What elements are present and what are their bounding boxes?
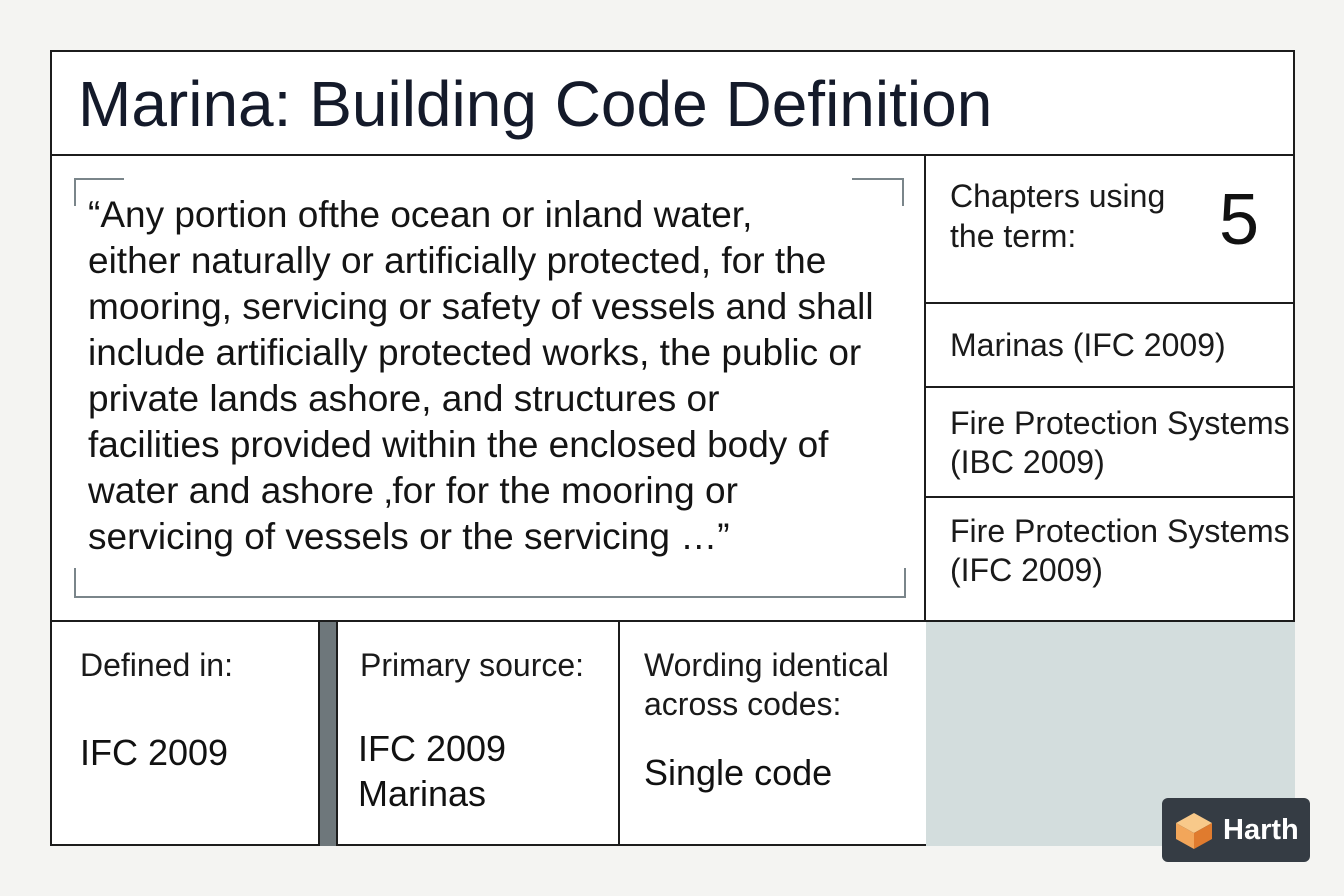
quote-line: facilities provided within the enclosed body of <box>88 424 829 465</box>
title-row <box>52 52 1295 156</box>
primary-source-value: IFC 2009 Marinas <box>358 728 507 814</box>
quote-line: “Any portion ofthe ocean or inland water, <box>88 194 753 235</box>
quote-line: servicing of vessels or the servicing …” <box>88 516 730 557</box>
quote-line: private lands ashore, and structures or <box>88 378 720 419</box>
wording-identical-value: Single code <box>644 752 833 793</box>
definition-quote-panel <box>52 156 926 622</box>
quote-bracket-bottom <box>74 568 906 598</box>
wording-identical-cell <box>620 622 926 846</box>
chapter-item-fire-protection-ifc: Fire Protection Systems (IFC 2009) <box>926 498 1295 622</box>
quote-line: either naturally or artificially protected, for the <box>88 240 827 281</box>
harth-watermark <box>1162 798 1310 862</box>
definition-quote <box>88 192 918 560</box>
defined-in-label: Defined in: <box>80 647 233 683</box>
defined-in-cell <box>52 622 318 846</box>
chapter-item-marinas-ifc: Marinas (IFC 2009) <box>926 304 1295 388</box>
defined-in-value: IFC 2009 <box>80 732 229 773</box>
quote-line: include artificially protected works, the public or <box>88 332 862 373</box>
chapters-label: Chapters using the term: <box>950 178 1166 254</box>
cube-logo-icon <box>1174 811 1214 851</box>
page-title: Marina: Building Code Definition <box>78 68 993 140</box>
quote-line: water and ashore ‚for for the mooring or <box>88 470 738 511</box>
primary-source-label: Primary source: <box>360 647 585 683</box>
wording-identical-label: Wording identical across codes: <box>644 647 889 722</box>
definition-card <box>50 50 1295 846</box>
chapter-item-fire-protection-ibc: Fire Protection Systems (IBC 2009) <box>926 388 1295 498</box>
watermark-text: Harth <box>1223 814 1299 846</box>
column-divider-bar <box>318 622 338 846</box>
primary-source-cell <box>338 622 620 846</box>
chapters-count-cell <box>926 156 1295 304</box>
chapters-count: 5 <box>1218 180 1259 260</box>
quote-line: mooring, servicing or safety of vessels and shall <box>88 286 874 327</box>
